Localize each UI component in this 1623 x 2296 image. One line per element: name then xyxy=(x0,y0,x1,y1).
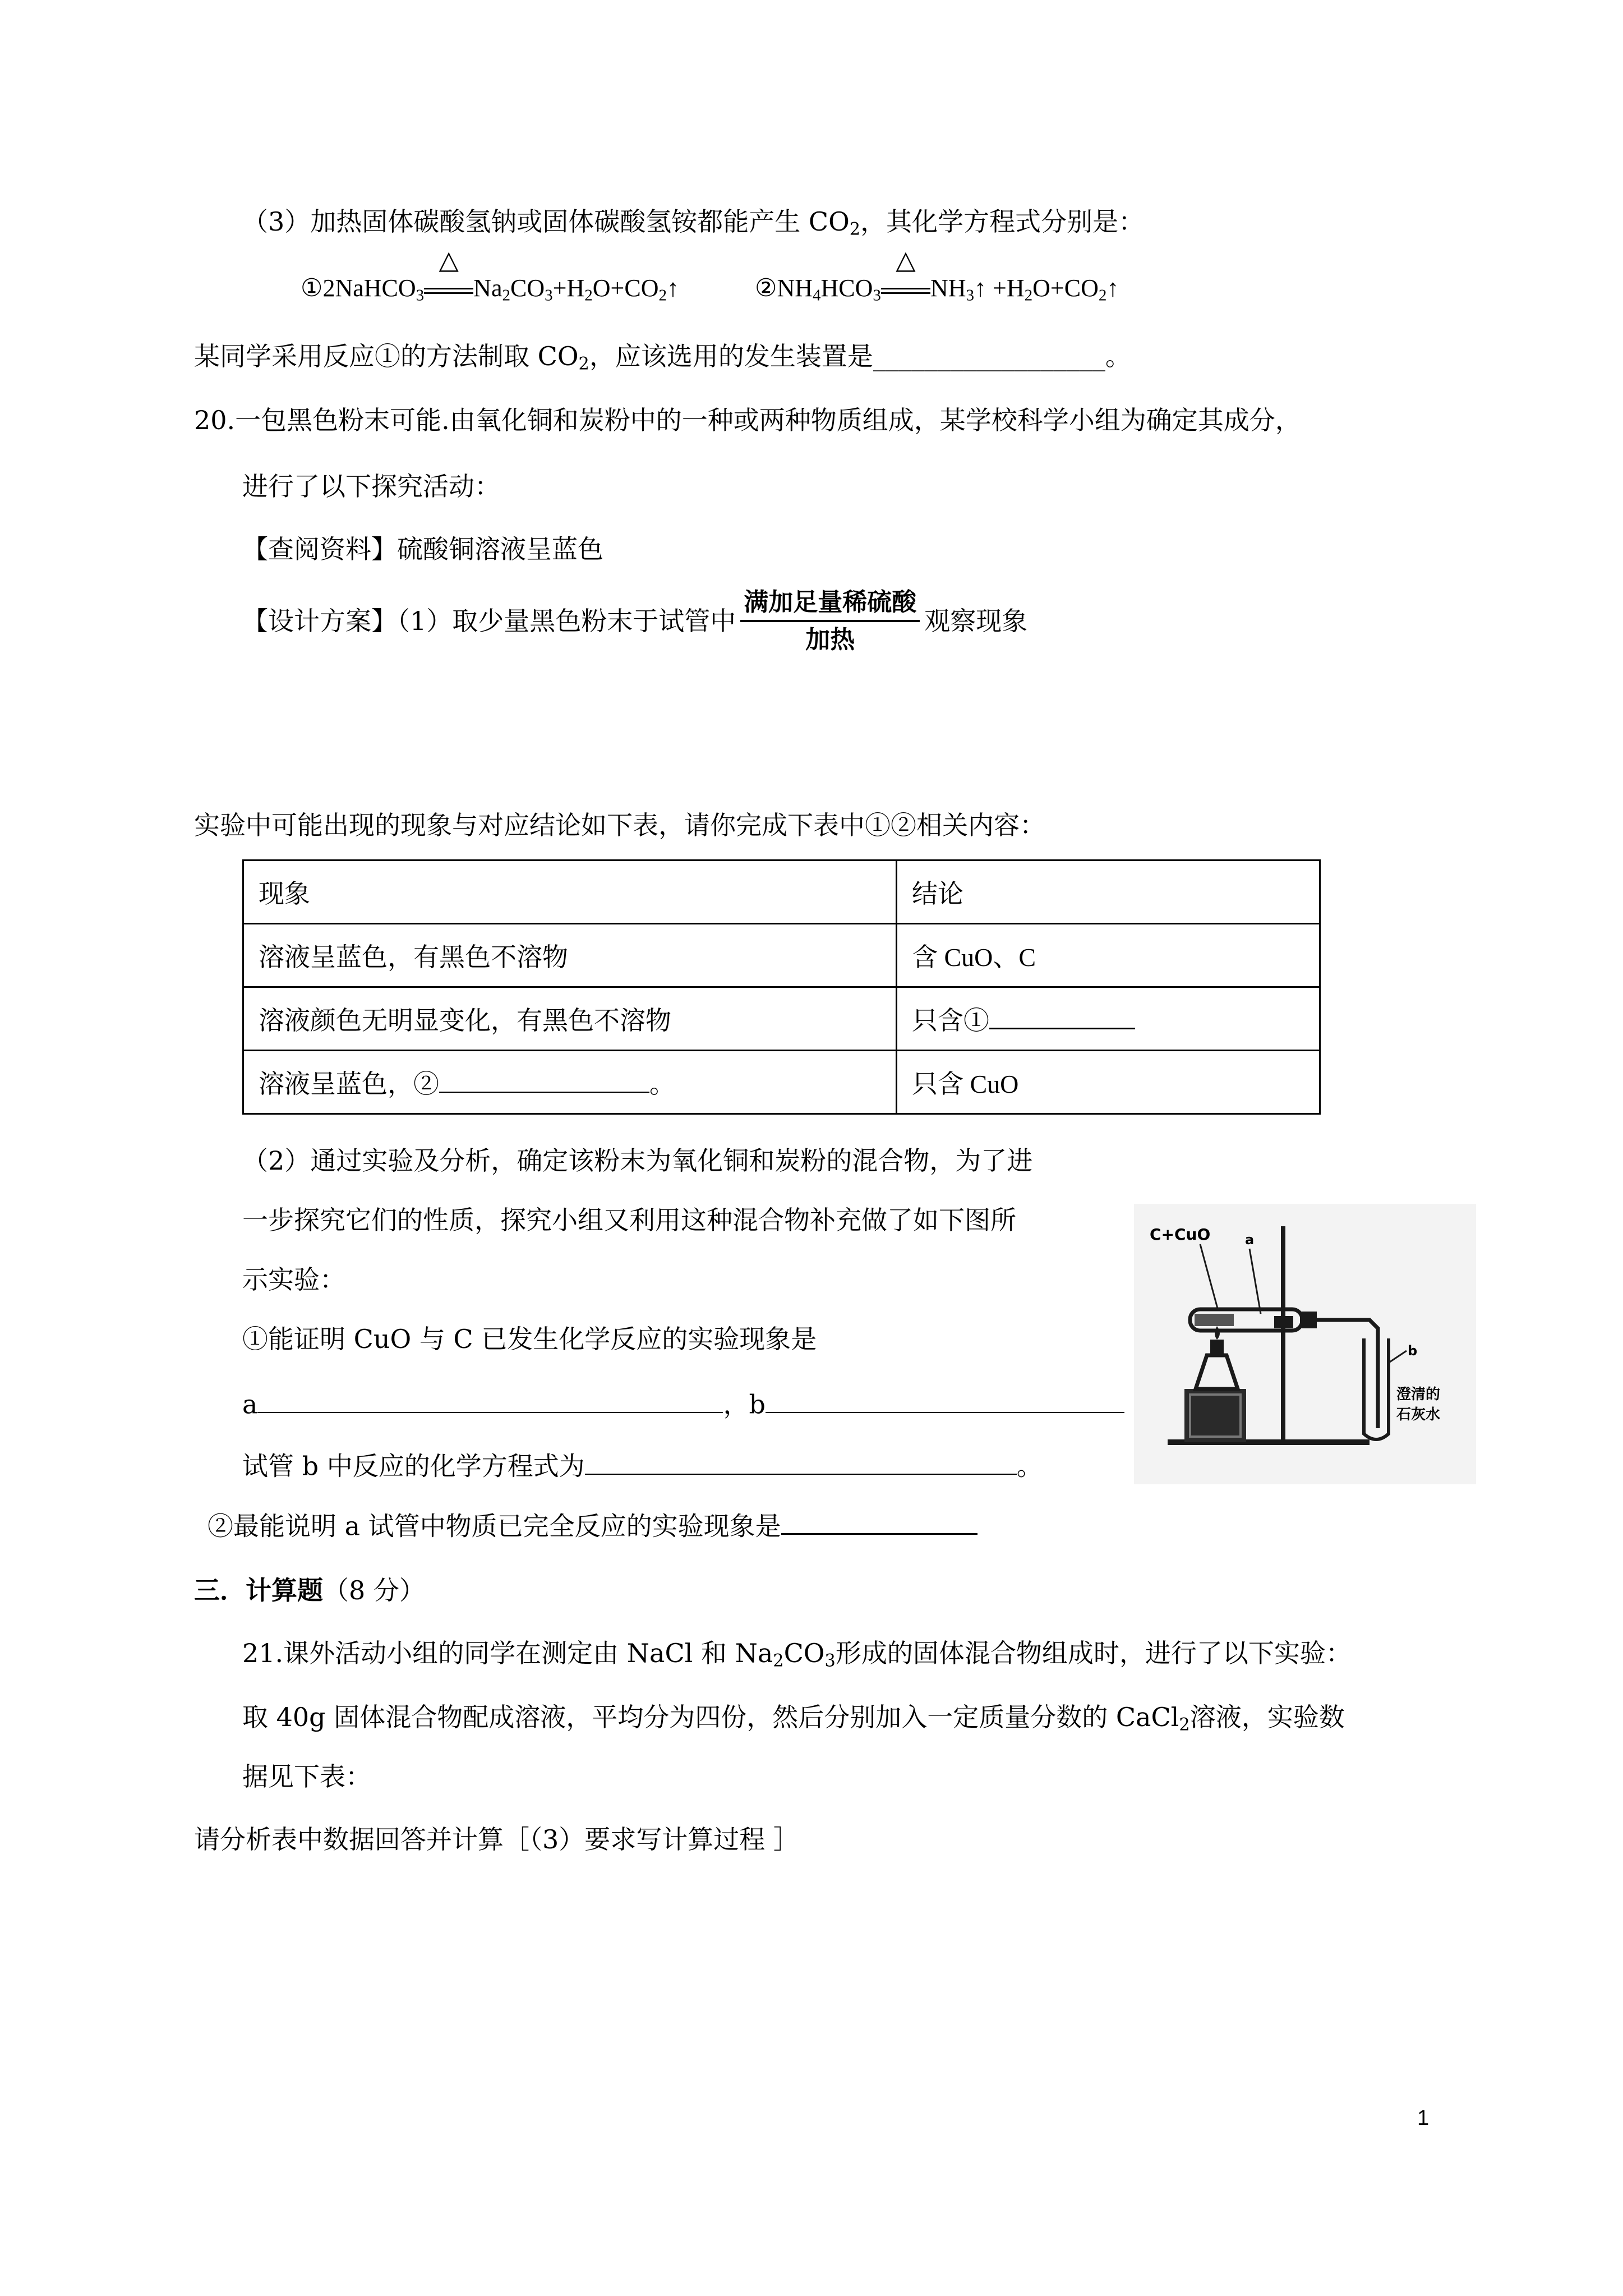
table-cell: 含 CuO、C xyxy=(897,924,1320,987)
table-cell: 溶液呈蓝色，有黑色不溶物 xyxy=(243,924,897,987)
q21-line1: 21.课外活动小组的同学在测定由 NaCl 和 $Na_2CO_3$形成的固体混合物组成时，进行了以下实验： xyxy=(242,1638,1352,1671)
heat-equals-sign: △ xyxy=(881,274,930,296)
apparatus-figure xyxy=(1134,1204,1476,1484)
q21-line3: 据见下表： xyxy=(242,1761,371,1792)
table-row xyxy=(243,924,1320,987)
table-row xyxy=(243,1051,1320,1114)
table-header-cell: 结论 xyxy=(897,861,1320,924)
answer-blank-a[interactable] xyxy=(257,1389,723,1413)
table-header-row xyxy=(243,861,1320,924)
table-intro: 实验中可能出现的现象与对应结论如下表，请你完成下表中①②相关内容： xyxy=(194,810,1045,840)
equation-1: ①2NaHCO$_3$ △ $Na_2CO_3+H_2O+CO_2↑$ xyxy=(301,246,679,305)
sub-question-2: ②最能说明 a 试管中物质已完全反应的实验现象是 xyxy=(208,1510,978,1542)
answer-blank-2[interactable] xyxy=(439,1069,649,1093)
q20-lookup: 【查阅资料】硫酸铜溶液呈蓝色 xyxy=(242,534,603,564)
table-row xyxy=(243,987,1320,1051)
sub-question-1-equation: 试管 b 中反应的化学方程式为 。 xyxy=(242,1451,1043,1481)
part2-line1: （2）通过实验及分析，确定该粉末为氧化铜和炭粉的混合物，为了进 xyxy=(242,1145,1033,1176)
table-header-cell: 现象 xyxy=(243,861,897,924)
q20-line2: 进行了以下探究活动： xyxy=(242,471,500,501)
part2-line3: 示实验： xyxy=(242,1264,345,1295)
page-number: 1 xyxy=(1417,2106,1430,2130)
q20-design: 【设计方案】（1）取少量黑色粉末于试管中 $\frac{\text{满加足量稀硫酸}}{\text{加热}}$ 观察现象 xyxy=(242,588,1028,654)
results-table xyxy=(242,859,1321,1115)
q20-line1: 20.一包黑色粉末可能.由氧化铜和炭粉中的一种或两种物质组成，某学校科学小组为确定其成分， xyxy=(194,405,1301,435)
figure-label-b: b xyxy=(1408,1343,1418,1359)
figure-label-water-2: 石灰水 xyxy=(1396,1406,1441,1423)
sub-question-1-blanks: a ，b xyxy=(242,1389,1124,1420)
table-cell: 溶液颜色无明显变化，有黑色不溶物 xyxy=(243,987,897,1051)
table-cell: 只含 CuO xyxy=(897,1051,1320,1114)
q19-part3-intro: （3）加热固体碳酸氢钠或固体碳酸氢铵都能产生 $CO_2$，其化学方程式分别是： xyxy=(242,206,1145,240)
answer-blank-equation[interactable] xyxy=(585,1451,1017,1475)
figure-label-mix: C+CuO xyxy=(1150,1225,1211,1244)
heat-equals-sign: △ xyxy=(424,274,473,296)
table-cell: 只含① xyxy=(897,987,1320,1051)
answer-blank-1[interactable] xyxy=(989,1005,1135,1029)
figure-label-water-1: 澄清的 xyxy=(1396,1386,1441,1403)
q21-line2: 取 40g 固体混合物配成溶液，平均分为四份，然后分别加入一定质量分数的 CaCl$_2$溶液，实验数 xyxy=(242,1702,1345,1735)
answer-blank-complete[interactable] xyxy=(781,1510,978,1535)
reaction-arrow: $\frac{\text{满加足量稀硫酸}}{\text{加热}}$ xyxy=(740,588,920,655)
q19-question: 某同学采用反应①的方法制取 $CO_2$，应该选用的发生装置是__________________。 xyxy=(194,341,1131,374)
section-3-heading: 三．计算题（8 分） xyxy=(194,1575,425,1605)
answer-blank[interactable]: __________________ xyxy=(873,341,1105,371)
answer-blank-b[interactable] xyxy=(766,1389,1124,1413)
figure-label-a: a xyxy=(1245,1232,1255,1248)
part2-line2: 一步探究它们的性质，探究小组又利用这种混合物补充做了如下图所 xyxy=(242,1205,1016,1235)
q21-line4: 请分析表中数据回答并计算［（3）要求写计算过程 ］ xyxy=(194,1824,799,1855)
table-cell: 溶液呈蓝色，② 。 xyxy=(243,1051,897,1114)
sub-question-1: ①能证明 CuO 与 C 已发生化学反应的实验现象是 xyxy=(242,1324,817,1354)
equation-2: $②NH_4HCO_3$ △ $NH_3↑$ $+H_2O+CO_2↑$ xyxy=(755,246,1119,305)
